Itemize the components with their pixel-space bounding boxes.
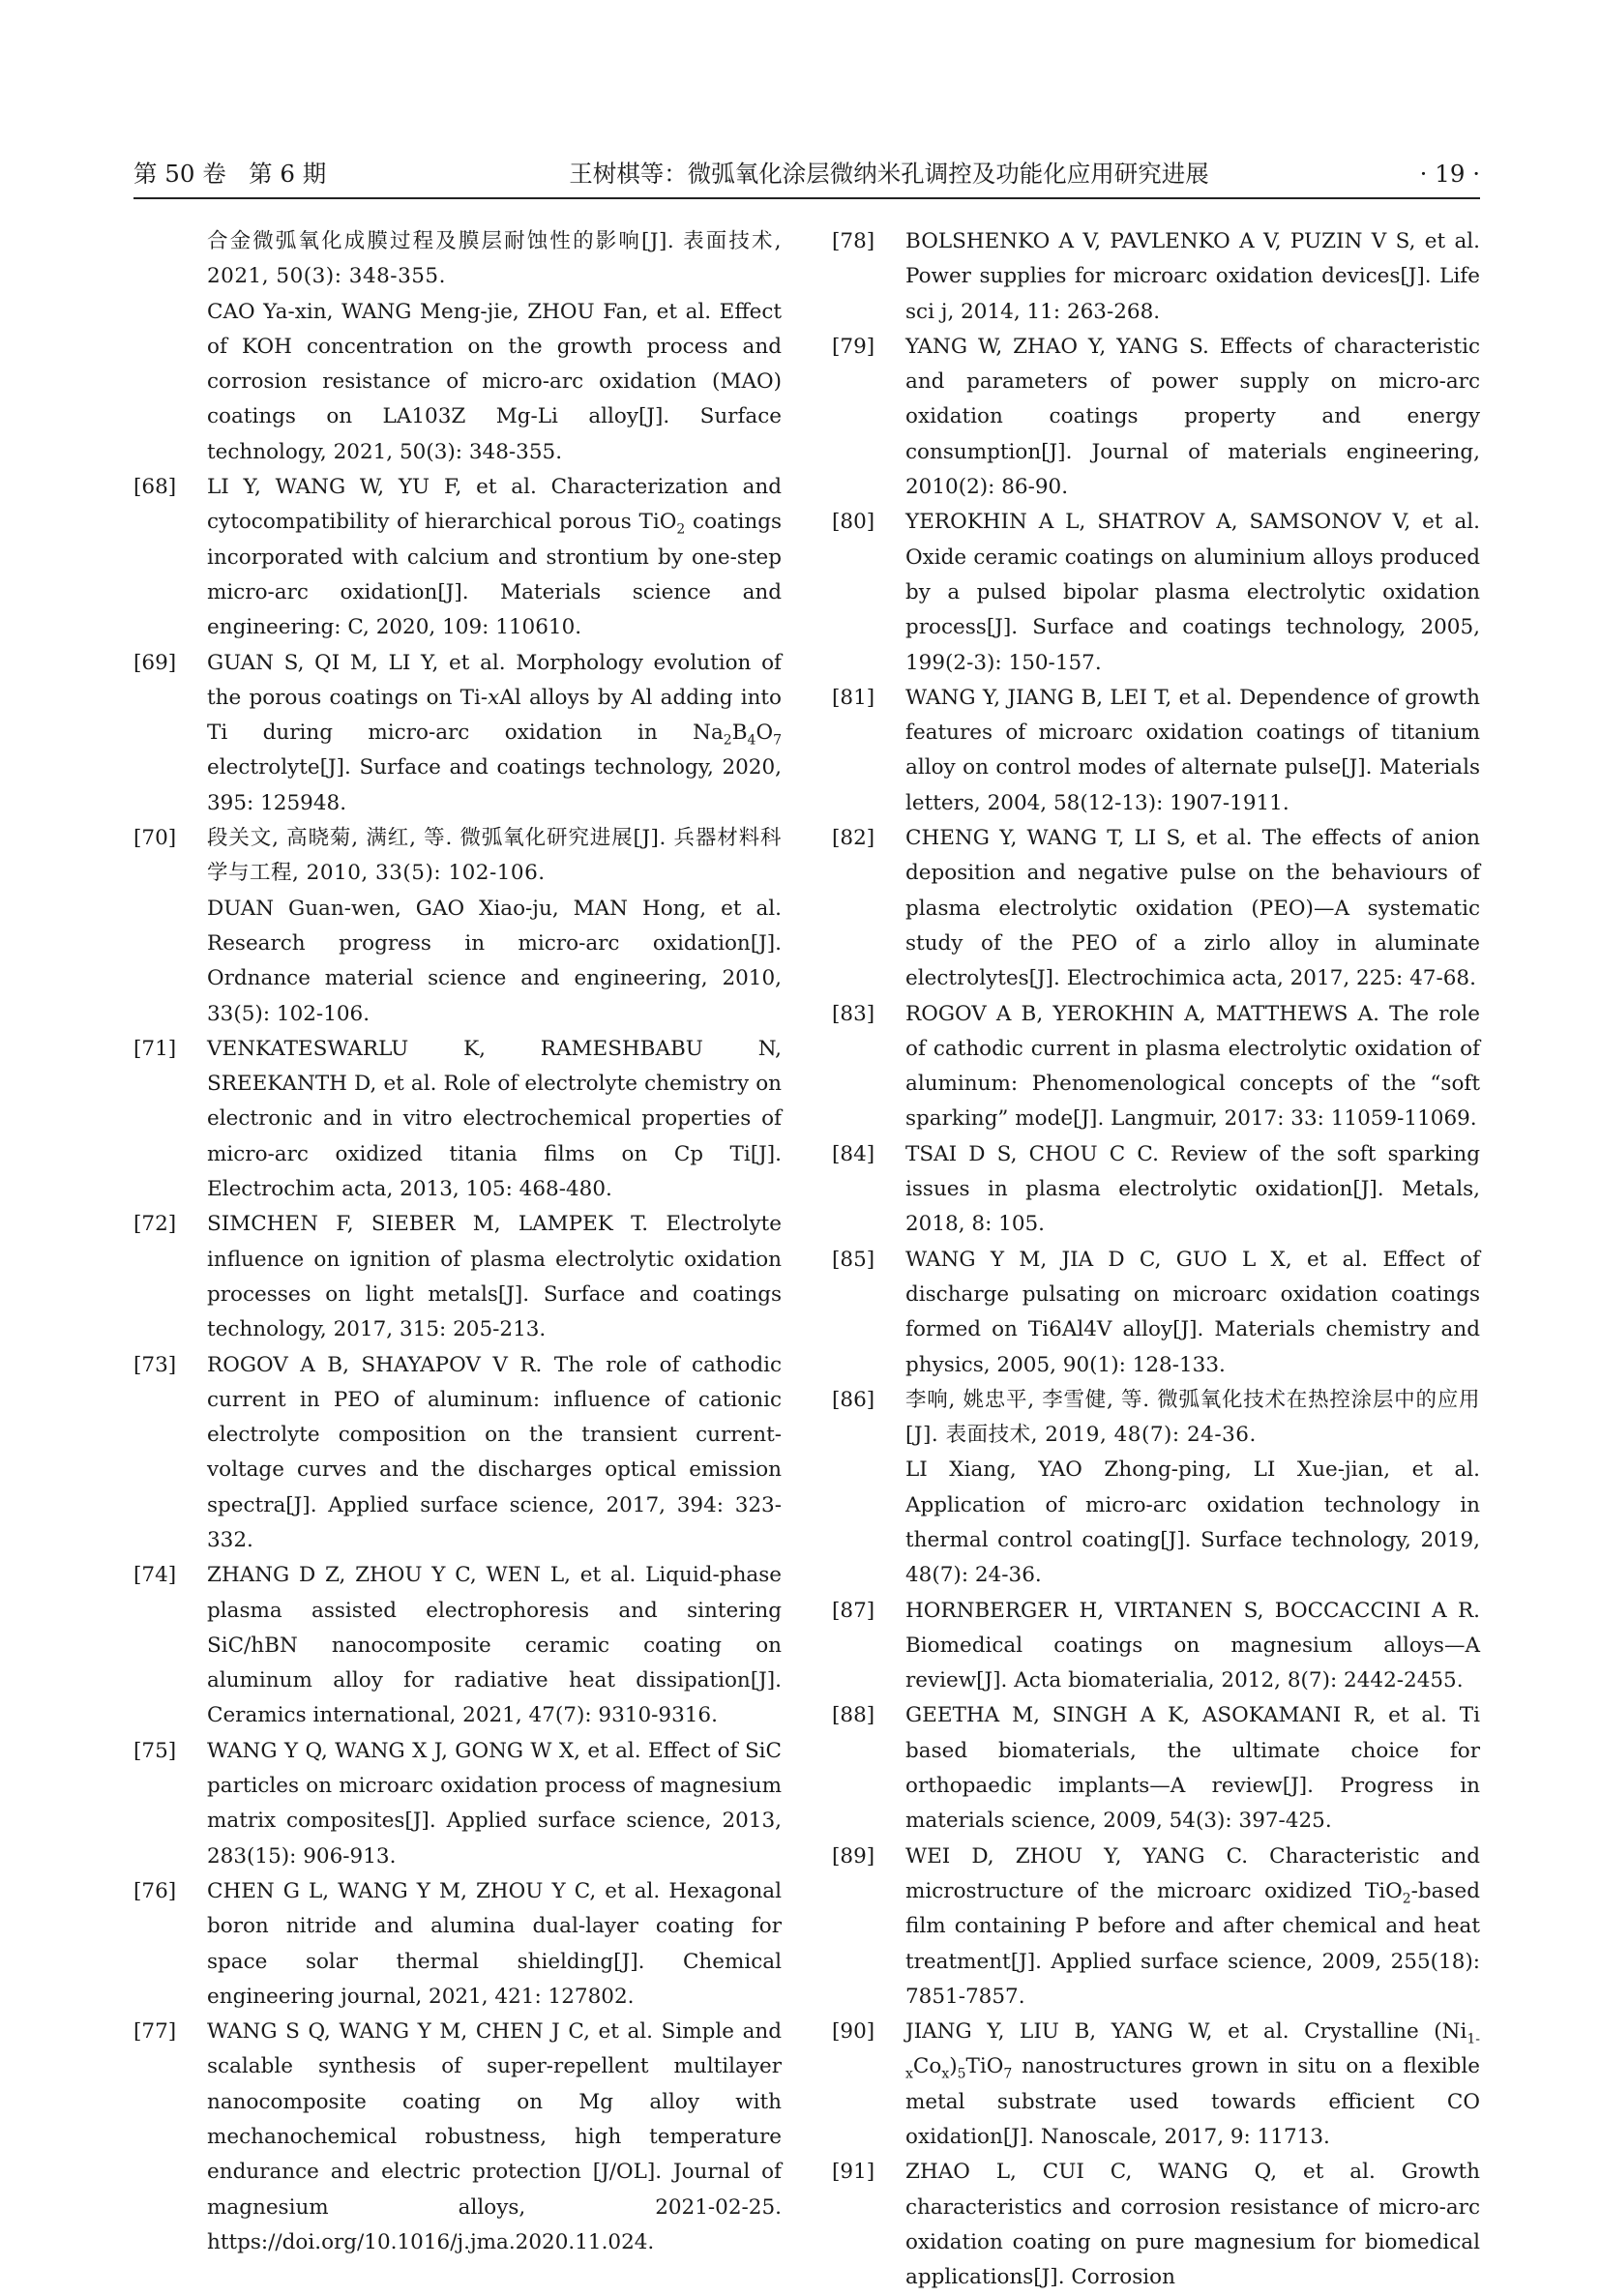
reference-text-segment: ROGOV A B, SHAYAPOV V R. The role of cathodic current in PEO of aluminum: influence of cationic electrolyte composition on the transient current-voltage curves and the discharges optical emission spectra[J]. Applied surface science, 2017, 394: 323-332. <box>207 1352 782 1552</box>
page-number: · 19 · <box>1419 160 1480 188</box>
article-running-title: 王树棋等：微弧氧化涂层微纳米孔调控及功能化应用研究进展 <box>569 160 1209 188</box>
reference-number: [89] <box>832 1843 875 1869</box>
reference-number: [79] <box>832 334 875 359</box>
reference-text <box>207 646 782 821</box>
reference-text-segment: nanostructures grown in situ on a flexible metal substrate used towards efficient CO oxidation[J]. Nanoscale, 2017, 9: 11713. <box>905 2054 1480 2150</box>
reference-number: [72] <box>133 1212 177 1237</box>
reference-entry <box>832 1383 1480 1594</box>
reference-text-segment: TiO <box>965 2054 1004 2079</box>
reference-number: [69] <box>133 650 177 675</box>
reference-entry <box>832 997 1480 1137</box>
reference-text-segment: 4 <box>747 732 756 749</box>
reference-text <box>905 681 1480 821</box>
reference-text-segment: BOLSHENKO A V, PAVLENKO A V, PUZIN V S, et al. Power supplies for microarc oxidation devices[J]. Life sci j, 2014, 11: 263-268. <box>905 229 1480 324</box>
reference-text-segment: Co <box>912 2054 942 2079</box>
reference-text-segment: VENKATESWARLU K, RAMESHBABU N, SREEKANTH D, et al. Role of electrolyte chemistry on electronic and in vitro electrochemical properties of micro-arc oxidized titania films on Cp Ti[J]. Electrochim acta, 2013, 105: 468-480. <box>207 1036 782 1202</box>
reference-text-segment: WANG Y, JIANG B, LEI T, et al. Dependence of growth features of microarc oxidation coatings of titanium alloy on control modes of alternate pulse[J]. Materials letters, 2004, 58(12-13): 1907-1911. <box>905 685 1480 815</box>
reference-number: [71] <box>133 1036 177 1061</box>
reference-number: [86] <box>832 1387 875 1412</box>
reference-text-segment: CHEN G L, WANG Y M, ZHOU Y C, et al. Hexagonal boron nitride and alumina dual-layer coating for space solar thermal shielding[J]. Chemical engineering journal, 2021, 421: 127802. <box>207 1878 782 2009</box>
reference-entry <box>832 1243 1480 1383</box>
reference-text-segment: TSAI D S, CHOU C C. Review of the soft sparking issues in plasma electrolytic oxidation[J]. Metals, 2018, 8: 105. <box>905 1141 1480 1237</box>
reference-text-segment: 7 <box>773 732 782 749</box>
reference-number: [83] <box>832 1001 875 1026</box>
reference-text-segment: ROGOV A B, YEROKHIN A, MATTHEWS A. The role of cathodic current in plasma electrolytic oxidation of aluminum: Phenomenological concepts of the “soft sparking” mode[J]. Langmuir, 2017: 33: 11059-11069. <box>905 1001 1480 1132</box>
reference-entry <box>133 1207 782 1347</box>
reference-text-segment: ZHAO L, CUI C, WANG Q, et al. Growth characteristics and corrosion resistance of micro-arc oxidation coating on pure magnesium for biomedical applications[J]. Corrosion <box>905 2160 1480 2290</box>
reference-entry <box>832 2015 1480 2155</box>
reference-text <box>207 1348 782 1559</box>
reference-entry <box>832 1137 1480 1243</box>
reference-entry <box>133 2015 782 2260</box>
reference-text-cn: 合金微弧氧化成膜过程及膜层耐蚀性的影响[J]. 表面技术, 2021, 50(3): 348-355. <box>207 229 782 289</box>
reference-text <box>905 2155 1480 2295</box>
reference-text-segment: YANG W, ZHAO Y, YANG S. Effects of characteristic and parameters of power supply on micro-arc oxidation coatings property and energy consumption[J]. Journal of materials engineering, 2010(2): 86-90. <box>905 334 1480 500</box>
reference-text <box>207 1032 782 1207</box>
reference-text <box>905 1243 1480 1383</box>
reference-text-segment: 2 <box>723 732 732 749</box>
reference-entry <box>133 646 782 821</box>
reference-entry <box>832 1594 1480 1699</box>
reference-text-segment: 段关文, 高晓菊, 满红, 等. 微弧氧化研究进展[J]. 兵器材料科学与工程, 2010, 33(5): 102-106. <box>207 826 782 886</box>
reference-text-segment: GUAN S, QI M, LI Y, et al. Morphology evolution of the porous coatings on Ti- <box>207 650 782 710</box>
reference-entry <box>832 330 1480 505</box>
reference-text <box>207 1734 782 1874</box>
reference-entry <box>832 224 1480 330</box>
reference-number: [85] <box>832 1247 875 1272</box>
reference-text <box>207 821 782 892</box>
reference-text-segment: 7 <box>1003 2066 1013 2082</box>
reference-text <box>207 470 782 645</box>
reference-text-segment: WANG Y M, JIA D C, GUO L X, et al. Effect of discharge pulsating on microarc oxidation coatings formed on Ti6Al4V alloy[J]. Materials chemistry and physics, 2005, 90(1): 128-133. <box>905 1247 1480 1377</box>
reference-text <box>207 1558 782 1733</box>
reference-entry <box>133 1734 782 1874</box>
reference-number: [68] <box>133 475 177 500</box>
reference-number: [74] <box>133 1563 177 1588</box>
reference-text <box>905 821 1480 996</box>
reference-entry <box>133 1558 782 1733</box>
reference-column-right <box>832 224 1480 2296</box>
reference-text <box>905 1383 1480 1454</box>
reference-text-segment: coatings incorporated with calcium and strontium by one-step micro-arc oxidation[J]. Materials science and engineering: C, 2020, 109: 110610. <box>207 510 782 640</box>
reference-entry <box>832 821 1480 996</box>
reference-text <box>905 997 1480 1137</box>
reference-number: [88] <box>832 1703 875 1728</box>
reference-text <box>207 1207 782 1347</box>
reference-text-en: DUAN Guan-wen, GAO Xiao-ju, MAN Hong, et al. Research progress in micro-arc oxidation[J]. Ordnance material science and engineering, 2010, 33(5): 102-106. <box>207 896 782 1026</box>
reference-entry <box>832 1698 1480 1839</box>
reference-entry <box>133 470 782 645</box>
reference-number: [73] <box>133 1352 177 1377</box>
reference-number: [84] <box>832 1141 875 1166</box>
reference-text-segment: LI Y, WANG W, YU F, et al. Characterization and cytocompatibility of hierarchical porous TiO <box>207 475 782 535</box>
reference-text-segment: x <box>941 2066 950 2082</box>
reference-text <box>905 1698 1480 1839</box>
reference-text-segment: 1-x <box>905 2031 1480 2082</box>
reference-number: [80] <box>832 510 875 535</box>
reference-number: [82] <box>832 826 875 851</box>
reference-text <box>905 505 1480 680</box>
reference-text <box>905 1840 1480 2015</box>
reference-text-segment: HORNBERGER H, VIRTANEN S, BOCCACCINI A R. Biomedical coatings on magnesium alloys—A review[J]. Acta biomaterialia, 2012, 8(7): 2442-2455. <box>905 1598 1480 1693</box>
reference-text <box>207 1874 782 2015</box>
reference-number: [77] <box>133 2019 177 2045</box>
reference-number: [70] <box>133 826 177 851</box>
reference-text-segment: x <box>488 685 500 710</box>
reference-text-segment: YEROKHIN A L, SHATROV A, SAMSONOV V, et al. Oxide ceramic coatings on aluminium alloys produced by a pulsed bipolar plasma electrolytic oxidation process[J]. Surface and coatings technology, 2005, 199(2-3): 150-157. <box>905 510 1480 675</box>
reference-entry <box>133 1032 782 1207</box>
journal-volume-issue: 第 50 卷 第 6 期 <box>133 160 327 188</box>
reference-entry <box>832 505 1480 680</box>
reference-text-segment: ) <box>949 2054 958 2079</box>
running-header <box>133 159 1480 199</box>
reference-entry <box>832 2155 1480 2295</box>
reference-entry <box>832 681 1480 821</box>
reference-text-segment: WEI D, ZHOU Y, YANG C. Characteristic and microstructure of the microarc oxidized TiO <box>905 1843 1480 1903</box>
reference-text-segment: -based film containing P before and after chemical and heat treatment[J]. Applied surface science, 2009, 255(18): 7851-7857. <box>905 1878 1480 2009</box>
reference-text-en: CAO Ya-xin, WANG Meng-jie, ZHOU Fan, et al. Effect of KOH concentration on the growth process and corrosion resistance of micro-arc oxidation (MAO) coatings on LA103Z Mg-Li alloy[J]. Surface technology, 2021, 50(3): 348-355. <box>207 299 782 464</box>
reference-text-segment: ZHANG D Z, ZHOU Y C, WEN L, et al. Liquid-phase plasma assisted electrophoresis and sintering SiC/hBN nanocomposite ceramic coating on aluminum alloy for radiative heat dissipation[J]. Ceramics international, 2021, 47(7): 9310-9316. <box>207 1563 782 1728</box>
reference-text-segment: SIMCHEN F, SIEBER M, LAMPEK T. Electrolyte influence on ignition of plasma electrolytic oxidation processes on light metals[J]. Surface and coatings technology, 2017, 315: 205-213. <box>207 1212 782 1342</box>
reference-text-segment: CHENG Y, WANG T, LI S, et al. The effects of anion deposition and negative pulse on the behaviours of plasma electrolytic oxidation (PEO)—A systematic study of the PEO of a zirlo alloy in aluminate electrolytes[J]. Electrochimica acta, 2017, 225: 47-68. <box>905 826 1480 991</box>
reference-text-segment: WANG Y Q, WANG X J, GONG W X, et al. Effect of SiC particles on microarc oxidation process of magnesium matrix composites[J]. Applied surface science, 2013, 283(15): 906-913. <box>207 1738 782 1869</box>
reference-number: [78] <box>832 229 875 253</box>
reference-text <box>207 2015 782 2260</box>
reference-text <box>905 1594 1480 1699</box>
reference-text-segment: O <box>756 721 774 746</box>
reference-text-segment: 5 <box>957 2066 966 2082</box>
reference-entry <box>133 1348 782 1559</box>
reference-text-segment: 2 <box>1402 1891 1411 1907</box>
reference-text-segment: GEETHA M, SINGH A K, ASOKAMANI R, et al. Ti based biomaterials, the ultimate choice for orthopaedic implants—A review[J]. Progress in materials science, 2009, 54(3): 397-425. <box>905 1703 1480 1834</box>
reference-text <box>905 1137 1480 1243</box>
reference-text-segment: WANG S Q, WANG Y M, CHEN J C, et al. Simple and scalable synthesis of super-repellent multilayer nanocomposite coating on Mg alloy with mechanochemical robustness, high temperature endurance and electric protection [J/OL]. Journal of magnesium alloys, 2021-02-25. https://doi.org/10.1016/j.jma.2020.11.024. <box>207 2019 782 2254</box>
reference-entry <box>133 1874 782 2015</box>
reference-text-segment: JIANG Y, LIU B, YANG W, et al. Crystalline (Ni <box>905 2019 1467 2045</box>
reference-entry <box>133 821 782 1032</box>
reference-number: [81] <box>832 685 875 710</box>
reference-text-segment: 2 <box>676 521 686 538</box>
reference-text <box>905 224 1480 330</box>
reference-number: [91] <box>832 2160 875 2185</box>
reference-entry <box>832 1840 1480 2015</box>
reference-text <box>905 2015 1480 2155</box>
reference-text-segment: electrolyte[J]. Surface and coatings technology, 2020, 395: 125948. <box>207 755 782 815</box>
reference-continuation <box>133 224 782 470</box>
reference-number: [90] <box>832 2019 875 2045</box>
reference-text-segment: B <box>731 721 748 746</box>
reference-number: [75] <box>133 1738 177 1763</box>
reference-text <box>905 330 1480 505</box>
reference-text-segment: 李响, 姚忠平, 李雪健, 等. 微弧氧化技术在热控涂层中的应用[J]. 表面技术, 2019, 48(7): 24-36. <box>905 1387 1480 1448</box>
reference-number: [87] <box>832 1598 875 1623</box>
reference-column-left <box>133 224 782 2260</box>
reference-number: [76] <box>133 1878 177 1903</box>
reference-text-en: LI Xiang, YAO Zhong-ping, LI Xue-jian, et al. Application of micro-arc oxidation technology in thermal control coating[J]. Surface technology, 2019, 48(7): 24-36. <box>905 1457 1480 1588</box>
reference-text-segment: Al alloys by Al adding into Ti during micro-arc oxidation in Na <box>207 685 783 746</box>
